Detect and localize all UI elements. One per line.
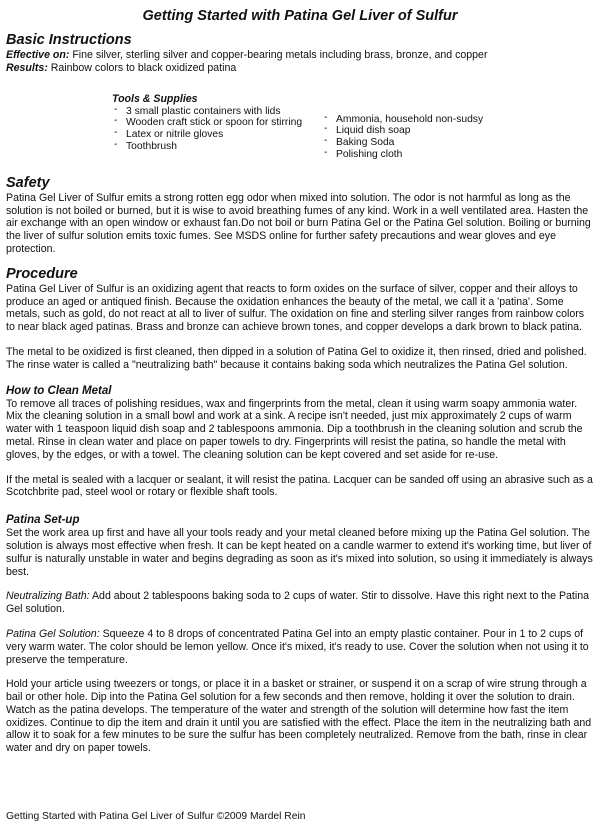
safety-text: Patina Gel Liver of Sulfur emits a strong rotten egg odor when mixed into solution. The odor is not harmful as long as the solution is not boiled or burned, but it is wise to avoid breathing fumes of any kind. Work in a well ventilated area. Hasten the air exchange with an open window or exhaust fan.Do not boil or burn Patina Gel or the Patina Gel solution. Boiling or burning the liver of sulfur solution emits toxic fumes. See MSDS online for further safety precautions and wear gloves and eye protection. <box>6 191 591 255</box>
list-item: - Wooden craft stick or spoon for stirring <box>112 117 322 129</box>
patina-gel-solution-text: Squeeze 4 to 8 drops of concentrated Patina Gel into an empty plastic container. Pour in 1 to 2 cups of very warm water. The color should be lemon yellow. Once it's mixed, it's ready to use. Cover the solution when not using it to preserve the temperature. <box>6 627 589 666</box>
results-label: Results: <box>6 61 48 74</box>
results-text: Rainbow colors to black oxidized patina <box>47 61 237 74</box>
effective-on-text: Fine silver, sterling silver and copper-bearing metals including brass, bronze, and copper <box>69 49 488 61</box>
neutralizing-bath-label: Neutralizing Bath: <box>6 590 90 603</box>
safety-heading: Safety <box>6 174 50 191</box>
effective-on-label: Effective on: <box>6 49 70 61</box>
list-item: - Polishing cloth <box>322 149 483 161</box>
effective-on-line <box>6 49 594 62</box>
setup-section <box>6 513 594 755</box>
setup-heading: Patina Set-up <box>6 514 80 527</box>
list-item: - Liquid dish soap <box>322 125 483 137</box>
page-footer: Getting Started with Patina Gel Liver of Sulfur ©2009 Mardel Rein <box>6 811 306 822</box>
dipping-paragraph: Hold your article using tweezers or tongs, or place it in a basket or strainer, or suspend it on a scrap of wire strung through a bail or other hole. Dip into the Patina Gel solution for a few seconds and then remove, holding it over the solution to drain. Watch as the patina develops. The temperature of the water and strength of the solution will determine how fast the item oxidizes. Continue to dip the item and drain it until you are satisfied with the effect. Place the item in the neutralizing bath and allow it to soak for a few minutes to be sure the sulfur has been completely neutralized. Remove from the bath, rinse in clear water and dry on paper towels. <box>6 678 592 755</box>
basic-instructions-heading: Basic Instructions <box>6 32 132 48</box>
procedure-paragraph-2: The metal to be oxidized is first cleaned, then dipped in a solution of Patina Gel to oxidize it, then rinsed, dried and polished. The rinse water is called a "neutralizing bath" because it contains baking soda which neutralizes the Patina Gel solution. <box>6 345 587 371</box>
neutralizing-bath-text: Add about 2 tablespoons baking soda to 2 cups of water. Stir to dissolve. Have this right next to the Patina Gel solution. <box>6 590 590 616</box>
tools-heading: Tools & Supplies <box>112 92 198 105</box>
neutralizing-bath-paragraph <box>6 590 594 616</box>
list-item: - Baking Soda <box>322 137 483 149</box>
procedure-section <box>6 266 594 372</box>
list-item: - 3 small plastic containers with lids <box>112 106 322 118</box>
list-item: - Ammonia, household non-sudsy <box>322 114 483 126</box>
procedure-heading: Procedure <box>6 265 78 282</box>
patina-gel-solution-label: Patina Gel Solution: <box>6 627 100 640</box>
tools-list-right <box>322 114 483 161</box>
list-item: - Toothbrush <box>112 141 322 153</box>
list-item: - Latex or nitrile gloves <box>112 129 322 141</box>
procedure-paragraph-1: Patina Gel Liver of Sulfur is an oxidizing agent that reacts to form oxides on the surface of silver, copper and their alloys to produce an aged or antiqued finish. Because the oxidation enhances the beauty of the metal, we call it a 'patina'. Some metals, such as gold, do not react at all to liver of sulfur. The oxidation on fine and sterling silver ranges from rainbow colors to near black aged patinas. Brass and bronze can achieve brown tones, and copper develops a dark brown to black patina. <box>6 282 585 334</box>
tools-list-left <box>112 106 322 161</box>
document-title: Getting Started with Patina Gel Liver of Sulfur <box>142 8 458 24</box>
clean-paragraph-2: If the metal is sealed with a lacquer or sealant, it will resist the patina. Lacquer can be sanded off using an abrasive such as a Scotchbrite pad, steel wool or rotary or flexible shaft tools. <box>6 473 593 499</box>
clean-section <box>6 384 594 500</box>
patina-gel-solution-paragraph <box>6 628 594 666</box>
safety-section <box>6 175 594 256</box>
setup-paragraph-1: Set the work area up first and have all your tools ready and your metal cleaned before mixing up the Patina Gel solution. The solution is always most effective when fresh. It can be kept heated on a candle warmer to extend it's working time, but liver of sulfur is naturally unstable in water and begins degrading as soon as it's mixed into solution, so using it immediately is always best. <box>6 527 593 578</box>
tools-and-supplies <box>112 93 594 161</box>
document-page <box>6 8 594 755</box>
results-line <box>6 62 594 75</box>
clean-paragraph-1: To remove all traces of polishing residues, wax and fingerprints from the metal, clean it using warm soapy ammonia water. Mix the cleaning solution in a small bowl and work at a sink. A recipe isn't needed, just mix approximately 2 cups of warm water with 1 teaspoon liquid dish soap and 2 tablespoons ammonia. Dip a toothbrush in the cleaning solution and scrub the metal. Rinse in clean water and place on paper towels to dry. Fingerprints will resist the patina, so handle the metal with gloves, by the edges, or with a towel. The cleaning solution can be kept covered and set aside for re-use. <box>6 397 583 461</box>
clean-heading: How to Clean Metal <box>6 384 112 397</box>
